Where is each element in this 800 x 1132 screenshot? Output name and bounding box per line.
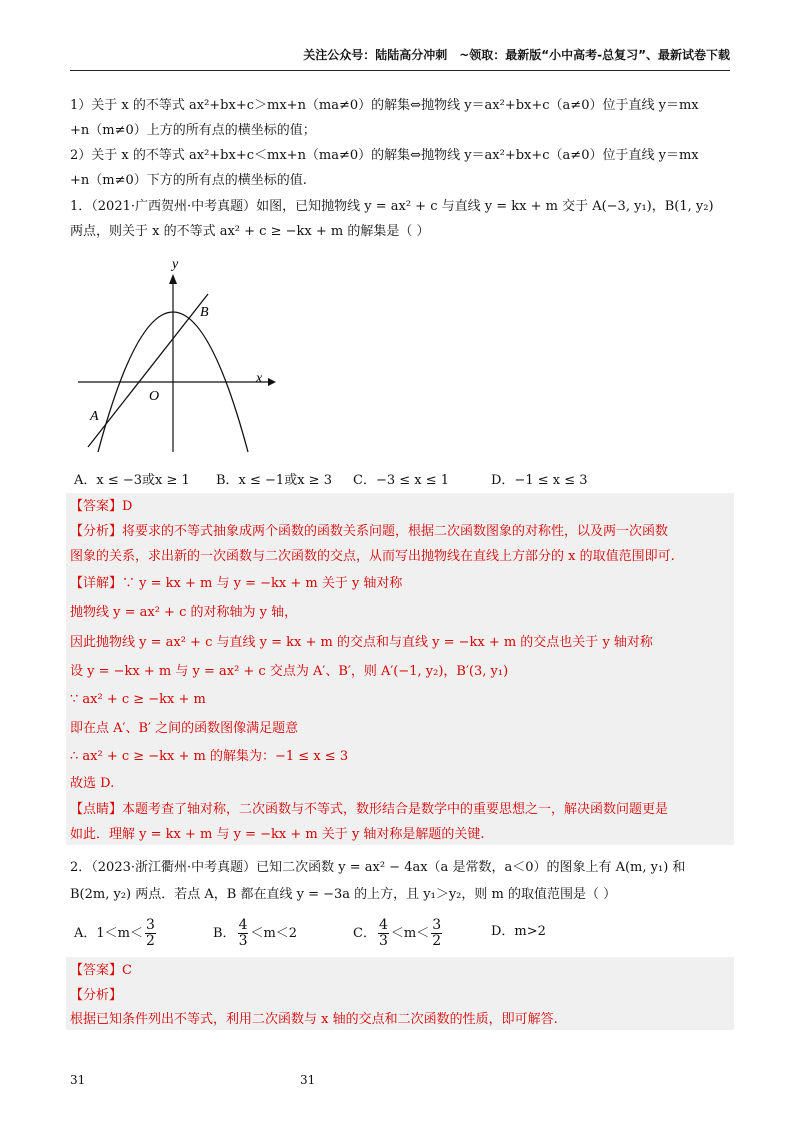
choice-text: B．	[213, 926, 236, 941]
q1-choice-d: D．−1 ≤ x ≤ 3	[491, 473, 588, 488]
q1-detail-3: 因此抛物线 y = ax² + c 与直线 y = kx + m 的交点和与直线 y = −kx + m 的交点也关于 y 轴对称	[70, 635, 653, 650]
q1-choice-c: C．−3 ≤ x ≤ 1	[353, 473, 450, 488]
y-axis-label: y	[172, 257, 179, 272]
q1-answer	[70, 497, 132, 517]
q1-choice-a: A．x ≤ −3或x ≥ 1	[74, 473, 190, 488]
analysis-tag: 【分析】	[70, 524, 123, 539]
x-axis-label: x	[256, 371, 263, 386]
q1-detail-1	[70, 574, 402, 594]
numerator: 3	[432, 917, 442, 933]
intro-line-4: +n（m≠0）下方的所有点的横坐标的值.	[70, 173, 307, 188]
point-b-label: B	[200, 305, 209, 320]
fraction	[238, 918, 249, 949]
fraction	[378, 918, 389, 949]
q2-choice-b	[213, 918, 297, 949]
q1-detail-4: 设 y = −kx + m 与 y = ax² + c 交点为 A′、B′，则 A′(−1, y₂)，B′(3, y₁)	[70, 664, 509, 679]
q1-choice-b: B．x ≤ −1或x ≥ 3	[216, 473, 332, 488]
q1-analysis-1	[70, 522, 668, 542]
answer-value: D	[122, 499, 133, 514]
choice-text: A．1＜m＜	[74, 926, 143, 941]
q2-choice-d: D．m>2	[491, 924, 546, 939]
q2-choice-a	[74, 918, 158, 949]
numerator: 4	[238, 917, 248, 933]
numerator: 4	[378, 917, 388, 933]
q1-stem-1: 1．（2021·广西贺州·中考真题）如图，已知抛物线 y = ax² + c 与直线 y = kx + m 交于 A(−3, y₁)，B(1, y₂)	[70, 199, 714, 214]
detail-tag: 【详解】	[70, 576, 123, 591]
q1-stem-2: 两点，则关于 x 的不等式 ax² + c ≥ −kx + m 的解集是（ ）	[70, 224, 430, 239]
answer-tag: 【答案】	[70, 499, 123, 514]
q1-comment-2: 如此．理解 y = kx + m 与 y = −kx + m 关于 y 轴对称是解题的关键.	[70, 827, 485, 842]
denominator: 3	[378, 933, 388, 949]
intro-line-2: +n（m≠0）上方的所有点的横坐标的值；	[70, 123, 316, 138]
fraction	[145, 918, 156, 949]
page-number-left: 31	[70, 1073, 86, 1087]
q1-detail-2: 抛物线 y = ax² + c 的对称轴为 y 轴，	[70, 605, 298, 620]
denominator: 3	[238, 933, 248, 949]
q1-figure	[78, 252, 278, 460]
choice-text: ＜m＜2	[250, 926, 298, 941]
q2-stem-1: 2．（2023·浙江衢州·中考真题）已知二次函数 y = ax² − 4ax（a 是常数，a＜0）的图象上有 A(m, y₁) 和	[70, 860, 686, 875]
detail-text: ∵ y = kx + m 与 y = −kx + m 关于 y 轴对称	[122, 576, 403, 591]
point-a-label: A	[90, 409, 99, 424]
q2-analysis-1: 根据已知条件列出不等式，利用二次函数与 x 轴的交点和二次函数的性质，即可解答.	[70, 1012, 558, 1027]
answer-tag: 【答案】	[70, 963, 123, 978]
q2-answer	[70, 961, 132, 981]
page-number-center: 31	[300, 1073, 316, 1087]
comment-tag: 【点睛】	[70, 802, 123, 817]
analysis-text: 将要求的不等式抽象成两个函数的函数关系问题，根据二次函数图象的对称性，以及两一次函数	[122, 524, 669, 539]
intro-line-3: 2）关于 x 的不等式 ax²+bx+c＜mx+n（ma≠0）的解集⇔抛物线 y＝ax²+bx+c（a≠0）位于直线 y＝mx	[70, 148, 699, 163]
denominator: 2	[146, 933, 155, 949]
choice-text: C．	[353, 926, 376, 941]
q2-analysis-tag: 【分析】	[70, 988, 123, 1003]
q2-choice-c	[353, 918, 444, 949]
intro-line-1: 1）关于 x 的不等式 ax²+bx+c＞mx+n（ma≠0）的解集⇔抛物线 y＝ax²+bx+c（a≠0）位于直线 y＝mx	[70, 98, 699, 113]
page-header: 关注公众号：陆陆高分冲刺 ~领取：最新版“小中高考-总复习”、最新试卷下载	[303, 48, 730, 62]
q1-detail-5: ∵ ax² + c ≥ −kx + m	[70, 692, 206, 707]
comment-text: 本题考查了轴对称，二次函数与不等式，数形结合是数学中的重要思想之一，解决函数问题更是	[122, 802, 669, 817]
answer-value: C	[122, 963, 132, 978]
q1-detail-7: ∴ ax² + c ≥ −kx + m 的解集为：−1 ≤ x ≤ 3	[70, 749, 349, 764]
q1-comment-1	[70, 800, 668, 820]
choice-text: ＜m＜	[390, 926, 430, 941]
q1-analysis-2: 图象的关系，求出新的一次函数与二次函数的交点，从而写出抛物线在直线上方部分的 x 的取值范围即可.	[70, 549, 675, 564]
q1-detail-6: 即在点 A′、B′ 之间的函数图像满足题意	[70, 721, 299, 736]
q1-detail-8: 故选 D.	[70, 776, 115, 791]
q2-stem-2: B(2m, y₂) 两点．若点 A，B 都在直线 y = −3a 的上方，且 y₁＞y₂，则 m 的取值范围是（ ）	[70, 887, 617, 902]
denominator: 2	[432, 933, 442, 949]
numerator: 3	[146, 917, 155, 933]
fraction	[431, 918, 442, 949]
origin-label: O	[149, 389, 160, 404]
header-rule	[70, 70, 730, 71]
